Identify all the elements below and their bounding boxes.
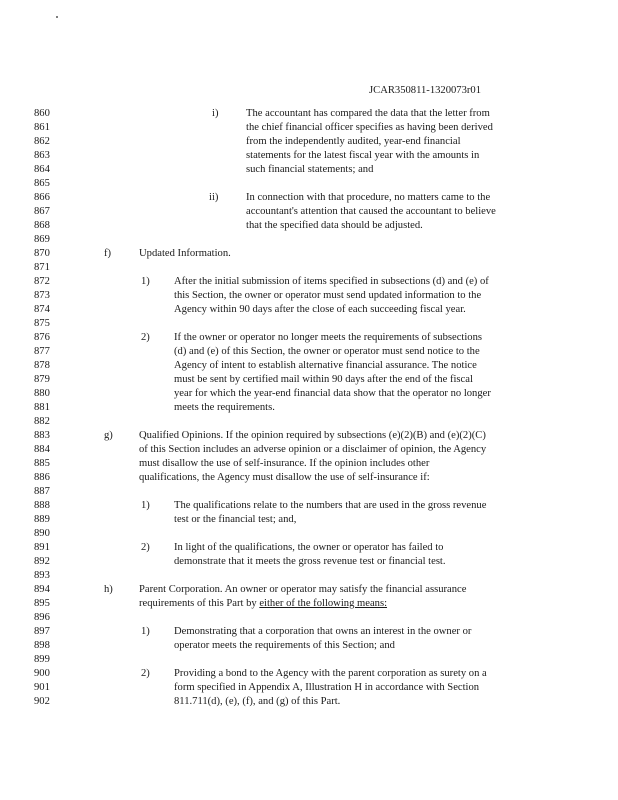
line-number: 876	[34, 332, 50, 343]
line-number: 867	[34, 206, 50, 217]
item-label: 1)	[141, 500, 150, 511]
scan-speck	[56, 16, 58, 18]
line-number: 860	[34, 108, 50, 119]
line-number: 880	[34, 388, 50, 399]
line-number: 893	[34, 570, 50, 581]
item-label: 1)	[141, 276, 150, 287]
section-label: g)	[104, 430, 113, 441]
line-number: 889	[34, 514, 50, 525]
paragraph-line: Providing a bond to the Agency with the parent corporation as surety on a	[174, 668, 487, 679]
paragraph-line: (d) and (e) of this Section, the owner or operator must send notice to the	[174, 346, 480, 357]
line-number: 877	[34, 346, 50, 357]
paragraph-line: such financial statements; and	[246, 164, 374, 175]
line-number: 861	[34, 122, 50, 133]
paragraph-line: of this Section includes an adverse opinion or a disclaimer of opinion, the Agency	[139, 444, 487, 455]
line-number: 897	[34, 626, 50, 637]
line-number: 879	[34, 374, 50, 385]
paragraph-line: statements for the latest fiscal year with the amounts in	[246, 150, 480, 161]
paragraph-line: The qualifications relate to the numbers that are used in the gross revenue	[174, 500, 487, 511]
paragraph-line: from the independently audited, year-end financial	[246, 136, 461, 147]
paragraph-line: test or the financial test; and,	[174, 514, 297, 525]
line-number: 891	[34, 542, 50, 553]
line-number: 898	[34, 640, 50, 651]
line-number: 863	[34, 150, 50, 161]
item-label: ii)	[209, 192, 219, 203]
paragraph-line: accountant's attention that caused the accountant to believe	[246, 206, 496, 217]
line-number: 873	[34, 290, 50, 301]
paragraph-line: must be sent by certified mail within 90 days after the end of the fiscal	[174, 374, 473, 385]
line-number: 895	[34, 598, 50, 609]
paragraph-line	[139, 597, 387, 611]
paragraph-line: If the owner or operator no longer meets the requirements of subsections	[174, 332, 483, 343]
paragraph-line: year for which the year-end financial data show that the operator no longer	[174, 388, 491, 399]
paragraph-line: this Section, the owner or operator must send updated information to the	[174, 290, 482, 301]
paragraph-line: Qualified Opinions. If the opinion required by subsections (e)(2)(B) and (e)(2)(C)	[139, 430, 486, 441]
plain-text: requirements of this Part by	[139, 598, 260, 609]
line-number: 864	[34, 164, 50, 175]
paragraph-line: the chief financial officer specifies as having been derived	[246, 122, 493, 133]
line-number: 899	[34, 654, 50, 665]
line-number: 887	[34, 486, 50, 497]
line-number: 881	[34, 402, 50, 413]
line-number: 874	[34, 304, 50, 315]
line-number: 875	[34, 318, 50, 329]
paragraph-line: Parent Corporation. An owner or operator may satisfy the financial assurance	[139, 584, 467, 595]
line-number: 894	[34, 584, 50, 595]
paragraph-line: demonstrate that it meets the gross revenue test or financial test.	[174, 556, 446, 567]
paragraph-line: operator meets the requirements of this Section; and	[174, 640, 395, 651]
line-number: 883	[34, 430, 50, 441]
line-number: 870	[34, 248, 50, 259]
line-number: 901	[34, 682, 50, 693]
paragraph-line: Demonstrating that a corporation that owns an interest in the owner or	[174, 626, 472, 637]
line-number: 878	[34, 360, 50, 371]
line-number: 896	[34, 612, 50, 623]
document-id: JCAR350811-1320073r01	[369, 85, 482, 96]
line-number: 865	[34, 178, 50, 189]
paragraph-line: Agency within 90 days after the close of each succeeding fiscal year.	[174, 304, 466, 315]
line-number: 900	[34, 668, 50, 679]
line-number: 866	[34, 192, 50, 203]
paragraph-line: The accountant has compared the data that the letter from	[246, 108, 490, 119]
paragraph-line: 811.711(d), (e), (f), and (g) of this Part.	[174, 696, 341, 707]
line-number: 888	[34, 500, 50, 511]
section-label: h)	[104, 584, 113, 595]
paragraph-line: form specified in Appendix A, Illustration H in accordance with Section	[174, 682, 480, 693]
item-label: 2)	[141, 332, 150, 343]
line-number: 902	[34, 696, 50, 707]
line-number: 886	[34, 472, 50, 483]
item-label: 1)	[141, 626, 150, 637]
paragraph-line: After the initial submission of items specified in subsections (d) and (e) of	[174, 276, 489, 287]
line-number: 871	[34, 262, 50, 273]
line-number: 869	[34, 234, 50, 245]
paragraph-line: In light of the qualifications, the owner or operator has failed to	[174, 542, 444, 553]
item-label: 2)	[141, 542, 150, 553]
paragraph-line: In connection with that procedure, no matters came to the	[246, 192, 491, 203]
section-heading: Updated Information.	[139, 248, 231, 259]
line-number: 884	[34, 444, 50, 455]
paragraph-line: qualifications, the Agency must disallow the use of self-insurance if:	[139, 472, 430, 483]
line-number: 885	[34, 458, 50, 469]
line-number: 872	[34, 276, 50, 287]
section-label: f)	[104, 248, 112, 259]
paragraph-line: Agency of intent to establish alternative financial assurance. The notice	[174, 360, 477, 371]
underlined-amendment: either of the following means:	[259, 598, 388, 609]
paragraph-line: meets the requirements.	[174, 402, 275, 413]
line-number: 868	[34, 220, 50, 231]
line-number: 892	[34, 556, 50, 567]
item-label: 2)	[141, 668, 150, 679]
paragraph-line: must disallow the use of self-insurance. If the opinion includes other	[139, 458, 430, 469]
line-number: 862	[34, 136, 50, 147]
item-label: i)	[212, 108, 219, 119]
paragraph-line: that the specified data should be adjusted.	[246, 220, 423, 231]
line-number: 890	[34, 528, 50, 539]
line-number: 882	[34, 416, 50, 427]
